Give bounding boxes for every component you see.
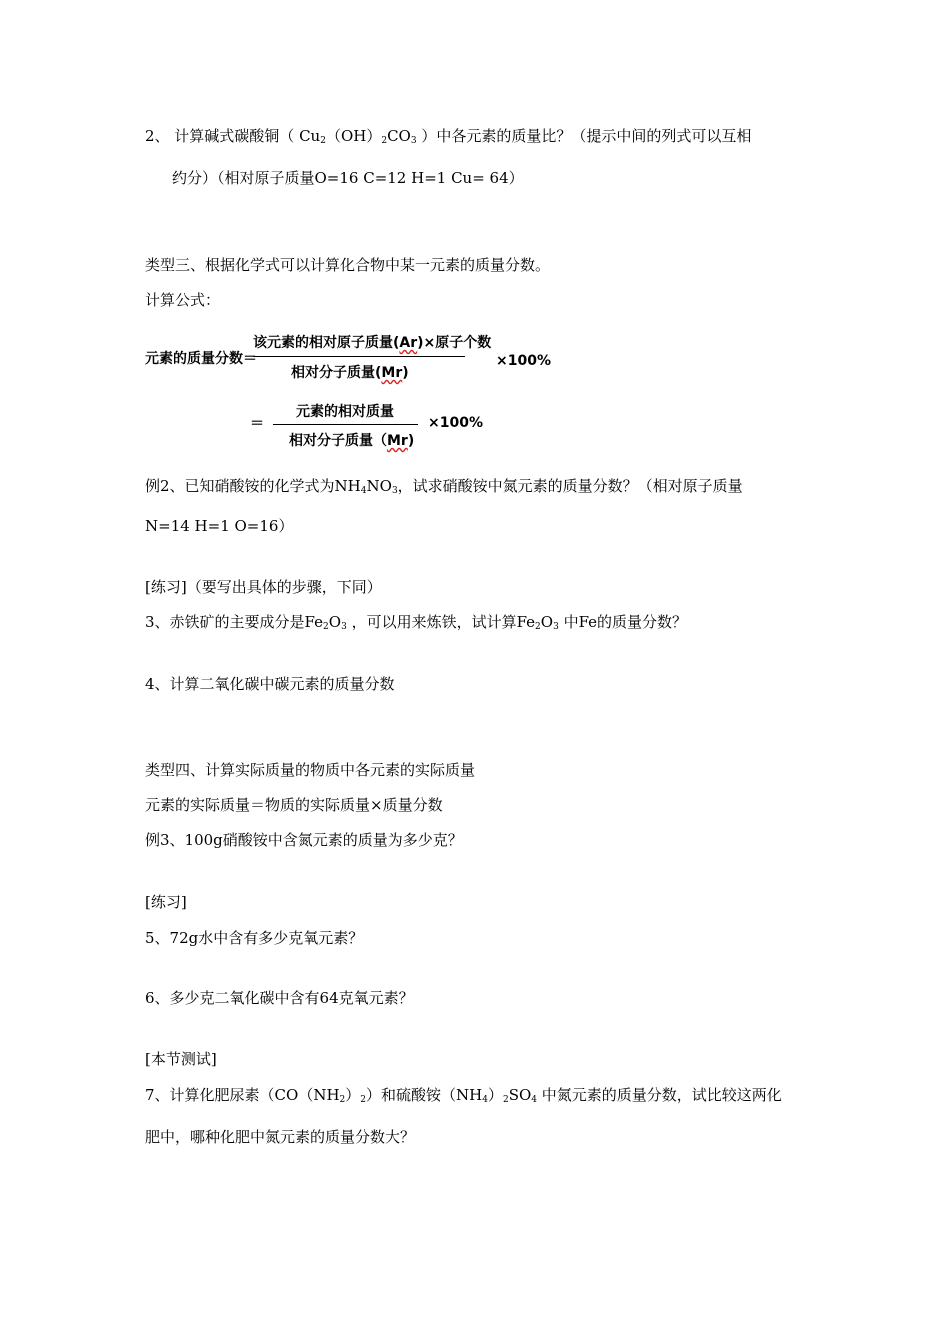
formula1-denominator xyxy=(291,363,409,383)
question-6: 6、多少克二氧化碳中含有64克氧元素？ xyxy=(145,989,414,1007)
ex2-text-a: 例2、已知硝酸铵的化学式为NH xyxy=(145,477,361,495)
ex2-text-b: NO xyxy=(366,477,392,495)
formula1-lhs: 元素的质量分数＝ xyxy=(145,351,257,367)
formula1-numerator xyxy=(253,333,491,353)
question-5: 5、72g水中含有多少克氧元素？ xyxy=(145,929,364,947)
practice-heading: [练习]（要写出具体的步骤，下同） xyxy=(145,578,382,596)
formula-label: 计算公式： xyxy=(145,291,221,309)
question-2-line-2: 约分）（相对原子质量O=16 C=12 H=1 Cu= 64） xyxy=(172,169,524,187)
q7-text-a: 7、计算化肥尿素（CO（NH xyxy=(145,1086,340,1104)
question-2-line-1 xyxy=(145,126,751,146)
formula1-den-b: ) xyxy=(402,365,409,381)
type4-heading: 类型四、计算实际质量的物质中各元素的实际质量 xyxy=(145,761,476,779)
q2-text-d: ）中各元素的质量比？（提示中间的列式可以互相 xyxy=(416,127,752,145)
formula2-denominator xyxy=(289,431,414,451)
q3-text-b: O xyxy=(328,613,342,631)
q7-subscript: 2 xyxy=(360,1095,367,1105)
formula2-fraction-bar xyxy=(273,424,418,425)
example-3: 例3、100g硝酸铵中含氮元素的质量为多少克？ xyxy=(145,831,463,849)
q2-text-c: CO xyxy=(387,127,411,145)
formula1-num-a: 该元素的相对原子质量( xyxy=(253,335,400,351)
formula1-fraction-bar xyxy=(253,356,465,357)
ex2-subscript: 3 xyxy=(391,486,398,496)
q7-text-b: ） xyxy=(345,1086,361,1104)
formula2-den-a: 相对分子质量（ xyxy=(289,433,387,449)
formula1-num-ar: Ar xyxy=(399,335,418,351)
q2-subscript: 3 xyxy=(410,136,417,146)
q2-subscript: 2 xyxy=(381,136,388,146)
q2-text-a: 2、 计算碱式碳酸铜（ Cu xyxy=(145,127,321,145)
formula1-num-b: )×原子个数 xyxy=(417,335,492,351)
example-2-line-1 xyxy=(145,476,743,496)
question-7-line-1 xyxy=(145,1085,782,1105)
q2-subscript: 2 xyxy=(320,136,326,146)
q7-text-e: SO xyxy=(508,1086,532,1104)
formula1-den-a: 相对分子质量( xyxy=(291,365,382,381)
q3-subscript: 3 xyxy=(341,622,347,632)
q3-text-c: ，可以用来炼铁，试计算Fe xyxy=(346,613,536,631)
q3-text-d: O xyxy=(540,613,554,631)
q7-text-c: ）和硫酸铵（NH xyxy=(366,1086,483,1104)
q3-subscript: 2 xyxy=(323,622,329,632)
q7-subscript: 4 xyxy=(531,1095,538,1105)
q3-text-a: 3、赤铁矿的主要成分是Fe xyxy=(145,613,324,631)
q7-text-d: ） xyxy=(487,1086,503,1104)
formula2-factor: ×100% xyxy=(428,415,483,431)
question-7-line-2: 肥中，哪种化肥中氮元素的质量分数大？ xyxy=(145,1128,416,1146)
formula2-equals: ＝ xyxy=(250,416,264,432)
formula2-den-b: ) xyxy=(407,433,415,449)
q7-subscript: 4 xyxy=(482,1095,488,1105)
formula1-den-mr: Mr xyxy=(381,365,403,381)
q2-text-b: （OH） xyxy=(325,127,382,145)
ex2-subscript: 4 xyxy=(360,486,367,496)
q7-subscript: 2 xyxy=(502,1095,509,1105)
q7-text-f: 中氮元素的质量分数，试比较这两化 xyxy=(537,1086,782,1104)
question-3 xyxy=(145,612,687,632)
ex2-text-c: ，试求硝酸铵中氮元素的质量分数？（相对原子质量 xyxy=(397,477,743,495)
formula1-factor: ×100% xyxy=(496,353,551,369)
question-4: 4、计算二氧化碳中碳元素的质量分数 xyxy=(145,675,395,693)
q3-subscript: 3 xyxy=(553,622,559,632)
type3-heading: 类型三、根据化学式可以计算化合物中某一元素的质量分数。 xyxy=(145,256,551,274)
q7-subscript: 2 xyxy=(339,1095,346,1105)
section-test-heading: [本节测试] xyxy=(145,1050,217,1068)
example-2-line-2: N=14 H=1 O=16） xyxy=(145,517,294,535)
practice-heading-2: [练习] xyxy=(145,893,187,911)
q3-subscript: 2 xyxy=(535,622,541,632)
formula2-den-mr: Mr xyxy=(387,433,408,449)
type4-formula: 元素的实际质量＝物质的实际质量×质量分数 xyxy=(145,796,443,814)
formula2-numerator: 元素的相对质量 xyxy=(296,404,394,420)
q3-text-e: 中Fe的质量分数？ xyxy=(558,613,688,631)
